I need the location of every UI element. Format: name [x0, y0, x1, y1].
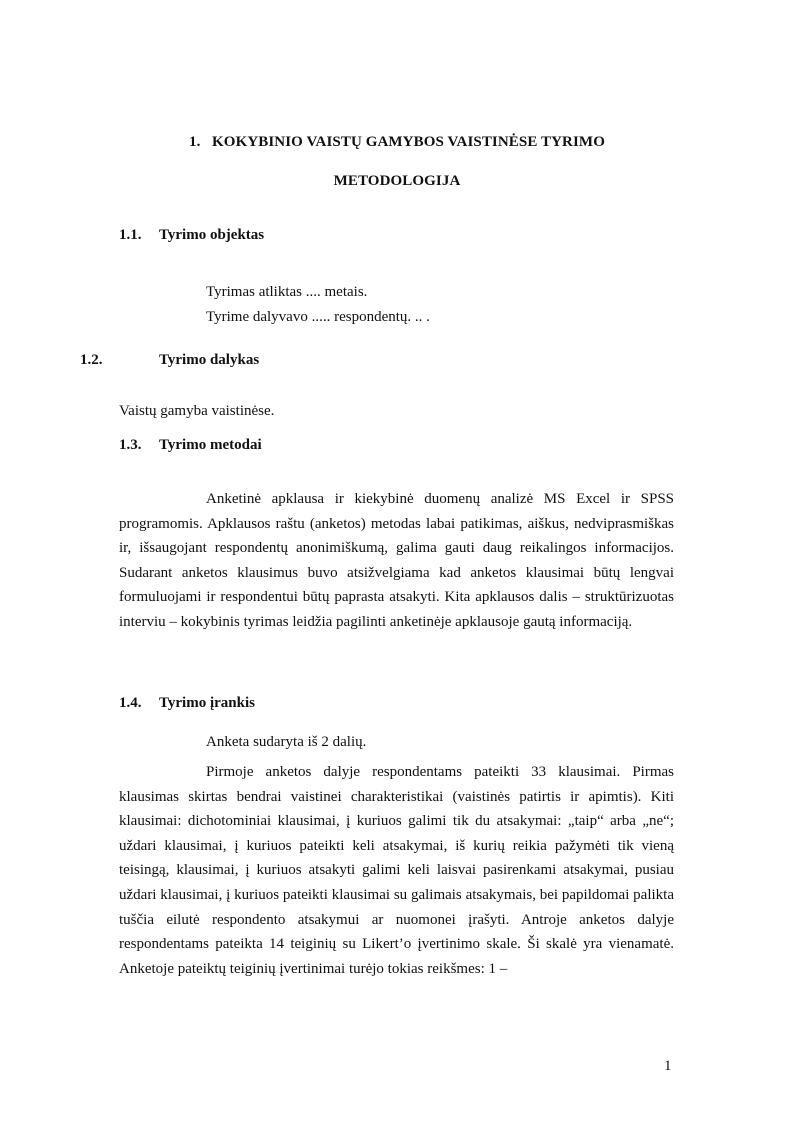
paragraph-text: Pirmoje anketos dalyje respondentams pateikti 33 klausimai. Pirmas klausimas skirtas bendrai vaistinei charakteristikai (vaistinės patirtis ir apimtis). Kiti klausimai: dichotominiai klausimai, į kuriuos galimi tik du atsakymai: „taip“ arba „ne“; uždari klausimai, į kuriuos pateikti keli atsakymai, iš kurių reikia pažymėti tik vieną teisingą, klausimai, į kuriuos atsakyti galimi keli laisvai pasirenkami atsakymai, pusiau uždari klausimai, į kuriuos pateikti klausimai su galimais atsakymais, bei papildomai palikta tuščia eilutė respondento atsakymui ar nuomonei įrašyti. Antroje anketos dalyje respondentams pateikta 14 teiginių su Likert’o įvertinimo skale. Ši skalė yra vienamatė. Anketoje pateiktų teiginių įvertinimai turėjo tokias reikšmes: 1 – — [119, 764, 674, 977]
paragraph-instrument — [119, 760, 674, 981]
text-line: Tyrimas atliktas .... metais. — [206, 284, 368, 300]
section-1-1-heading — [119, 227, 265, 244]
section-number: 1.3. — [119, 437, 142, 453]
section-number: 1.1. — [119, 227, 142, 243]
paragraph-methods — [119, 487, 674, 635]
section-title: Tyrimo įrankis — [159, 695, 255, 711]
section-1-4-heading — [119, 695, 255, 712]
text-line: Tyrime dalyvavo ..... respondentų. .. . — [206, 309, 430, 325]
text-line: Anketa sudaryta iš 2 dalių. — [206, 734, 367, 750]
paragraph-text: Anketinė apklausa ir kiekybinė duomenų analizė MS Excel ir SPSS programomis. Apklausos raštu (anketos) metodas labai patikimas, aiškus, nedviprasmiškas ir, išsaugojant respondentų anonimiškumą, galima gauti daug reikalingos informacijos. Sudarant anketos klausimus buvo atsižvelgiama kad anketos klausimai būtų lengvai formuluojami ir respondentui būtų paprasta atsakyti. Kita apklausos dalis – struktūrizuotas interviu – kokybinis tyrimas leidžia pagilinti anketinėje apklausoje gautą informaciją. — [119, 491, 674, 630]
section-title: Tyrimo objektas — [159, 227, 265, 243]
page-number: 1 — [664, 1058, 672, 1074]
text-line: Vaistų gamyba vaistinėse. — [119, 403, 275, 419]
section-1-3-heading — [119, 437, 262, 454]
section-number: 1.2. — [80, 352, 103, 368]
section-1-2-heading — [80, 352, 260, 369]
section-title: Tyrimo dalykas — [159, 352, 260, 368]
section-title: Tyrimo metodai — [159, 437, 262, 453]
document-title-line-2: METODOLOGIJA — [333, 173, 461, 189]
section-number: 1.4. — [119, 695, 142, 711]
document-title-line-1: 1. KOKYBINIO VAISTŲ GAMYBOS VAISTINĖSE TYRIMO — [189, 134, 605, 150]
